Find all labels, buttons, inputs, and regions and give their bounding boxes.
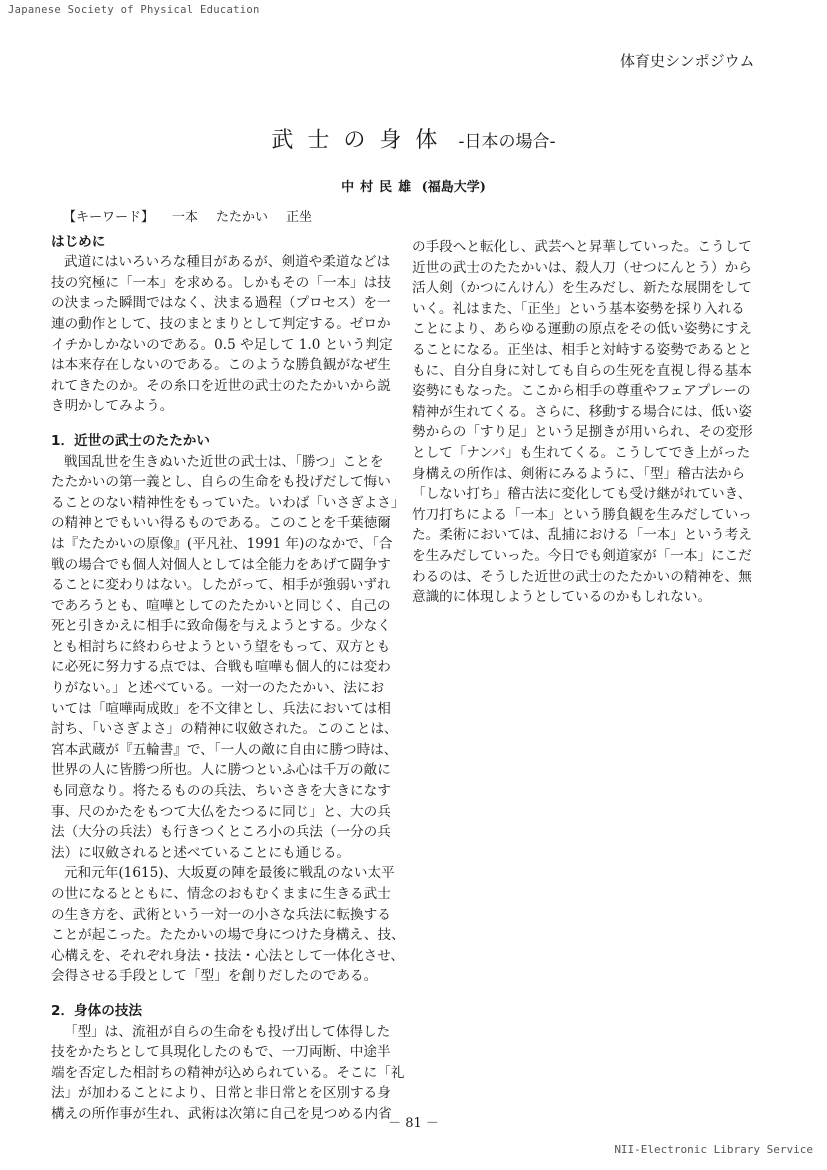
- author-line: [0, 176, 827, 195]
- title-main: 武士の身体: [271, 128, 452, 153]
- text-line: りがない。」と述べている。一対一のたたかい、法にお: [51, 680, 385, 697]
- text-line: 心構えを、それぞれ身法・技法・心法として一体化させ、: [51, 947, 405, 964]
- text-line: ることのない精神性をもっていた。いわば「いさぎよさ」: [51, 494, 405, 511]
- title-subtitle: -日本の場合-: [458, 132, 556, 152]
- text-line: は本来存在しないのである。このような勝負観がなぜ生: [51, 357, 391, 374]
- text-line: 精神が生れてくる。さらに、移動する場合には、低い姿: [412, 403, 752, 420]
- section-heading-2: 2．身体の技法: [51, 1002, 143, 1019]
- text-line: ることに変わりはない。したがって、相手が強弱いずれ: [51, 577, 391, 594]
- text-line: 身構えの所作は、剣術にみるように、「型」稽古法から: [412, 465, 746, 482]
- text-line: 戦の場合でも個人対個人としては全能力をあげて闘争す: [51, 556, 391, 573]
- text-line: の精神とでもいい得るものである。このことを千葉徳爾: [51, 515, 391, 532]
- text-line: 法）に収斂されると述べていることにも通じる。: [51, 844, 351, 861]
- text-line: 法」が加わることにより、日常と非日常とを区別する身: [51, 1085, 391, 1102]
- text-line: 意識的に体現しようとしているのかもしれない。: [412, 589, 712, 606]
- text-line: を生みだしていった。今日でも剣道家が「一本」にこだ: [412, 547, 752, 564]
- text-line: 会得させる手段として「型」を創りだしたのである。: [51, 968, 378, 985]
- keyword: 正坐: [286, 210, 313, 225]
- text-line: 武道にはいろいろな種目があるが、剣道や柔道などは: [64, 254, 391, 271]
- text-line: 端を否定した相討ちの精神が込められている。そこに「礼: [51, 1064, 405, 1081]
- text-line: 勢からの「すり足」という足捌きが用いられ、その変形: [412, 424, 753, 441]
- text-line: いては「喧嘩両成敗」を不文律とし、兵法においては相: [51, 700, 391, 717]
- keyword: 一本: [172, 210, 199, 225]
- text-line: たたかいの第一義とし、自らの生命をも投げだして悔い: [51, 474, 391, 491]
- nii-footer: NII-Electronic Library Service: [614, 1143, 813, 1156]
- text-line: であろうとも、喧嘩としてのたたかいと同じく、自己の: [51, 597, 391, 614]
- text-line: 技をかたちとして具現化したのもで、一刀両断、中途半: [51, 1044, 391, 1061]
- right-column: [412, 237, 767, 608]
- section2-paragraph-right: [412, 237, 767, 608]
- text-line: ことにより、あらゆる運動の原点をその低い姿勢にすえ: [412, 321, 752, 338]
- text-line: 活人剣（かつにんけん）を生みだし、新たな展開をして: [412, 280, 752, 297]
- text-line: 近世の武士のたたかいは、殺人刀（せつにんとう）から: [412, 259, 752, 276]
- text-line: 構えの所作事が生れ、武術は次第に自己を見つめる内省: [51, 1105, 392, 1122]
- text-line: き明かしてみよう。: [51, 398, 174, 415]
- text-line: の世になるとともに、情念のおもむくままに生きる武士: [51, 886, 391, 902]
- text-line: の手段へと転化し、武芸へと昇華していった。こうして: [412, 239, 752, 255]
- text-line: とも相討ちに終わらせようという望をもって、双方とも: [51, 638, 391, 655]
- text-line: ことが起こった。たたかいの場で身につけた身構え、技、: [51, 927, 405, 944]
- text-line: の生き方を、武術という一対一の小さな兵法に転換する: [51, 906, 391, 923]
- keywords: [63, 208, 401, 229]
- text-line: 「型」は、流祖が自らの生命をも投げ出して体得した: [64, 1023, 391, 1040]
- section1-paragraph-2: [51, 863, 405, 987]
- text-line: は『たたかいの原像』(平凡社、1991 年)のなかで、「合: [51, 535, 393, 552]
- text-line: 「しない打ち」稽古法に変化しても受け継がれていき、: [412, 486, 752, 503]
- symposium-label: 体育史シンポジウム: [620, 52, 755, 70]
- text-line: ることになる。正坐は、相手と対峙する姿勢であるとと: [412, 341, 752, 358]
- author-affiliation: (福島大学): [421, 180, 486, 195]
- text-line: 討ち、「いさぎよさ」の精神に収斂された。このことは、: [51, 721, 398, 738]
- keyword: たたかい: [216, 210, 269, 225]
- text-line: もに、自分自身に対しても自らの生死を直視し得る基本: [412, 362, 752, 379]
- text-line: 戦国乱世を生きぬいた近世の武士は、「勝つ」ことを: [64, 453, 384, 470]
- text-line: 宮本武蔵が『五輪書』で、「一人の敵に自由に勝つ時は、: [51, 741, 398, 758]
- text-line: 技の究極に「一本」を求める。しかもその「一本」は技: [51, 274, 391, 291]
- text-line: た。柔術においては、乱捕における「一本」という考え: [412, 527, 752, 544]
- text-line: 死と引きかえに相手に致命傷を与えようとする。少なく: [51, 618, 391, 635]
- text-line: として「ナンバ」も生れてくる。こうしてでき上がった: [412, 444, 751, 461]
- intro-paragraph: [51, 252, 401, 417]
- text-line: 事、尺のかたをもつて大仏をたつるに同じ」と、大の兵: [51, 803, 391, 820]
- keywords-label: 【キーワード】: [63, 210, 155, 225]
- text-line: いく。礼はまた、「正坐」という基本姿勢を採り入れる: [412, 300, 745, 317]
- text-line: の決まった瞬間ではなく、決まる過程（プロセス）を一: [51, 295, 391, 312]
- paper-title: [0, 123, 827, 154]
- text-line: も同意なり。将たるものの兵法、ちいさきを大きになす: [51, 783, 391, 800]
- text-line: 連の動作として、技のまとまりとして判定する。ゼロか: [51, 315, 391, 332]
- text-line: 姿勢にもなった。ここから相手の尊重やフェアプレーの: [412, 383, 751, 400]
- section1-paragraph-1: [51, 452, 405, 864]
- society-header: Japanese Society of Physical Education: [8, 4, 260, 16]
- author-name: 中村民雄: [341, 180, 418, 195]
- section-heading-intro: はじめに: [51, 233, 106, 250]
- text-line: に必死に努力する点では、合戦も喧嘩も個人的には変わ: [51, 659, 391, 676]
- text-line: わるのは、そうした近世の武士のたたかいの精神を、無: [412, 568, 752, 585]
- page-number: － 81 －: [388, 1116, 439, 1131]
- text-line: 世界の人に皆勝つ所也。人に勝つといふ心は千万の敵に: [51, 762, 391, 779]
- text-line: 竹刀打ちによる「一本」という勝負観を生みだしていっ: [412, 506, 752, 523]
- text-line: 元和元年(1615)、大坂夏の陣を最後に戦乱のない太平: [64, 865, 395, 882]
- text-line: 法（大分の兵法）も行きつくところ小の兵法（一分の兵: [51, 824, 391, 841]
- text-line: れてきたのか。その糸口を近世の武士のたたかいから説: [51, 377, 391, 394]
- text-line: イチかしかないのである。0.5 や足して 1.0 という判定: [51, 336, 393, 353]
- left-column: [51, 208, 405, 1125]
- section-heading-1: 1．近世の武士のたたかい: [51, 432, 210, 449]
- section2-paragraph-left: [51, 1022, 405, 1125]
